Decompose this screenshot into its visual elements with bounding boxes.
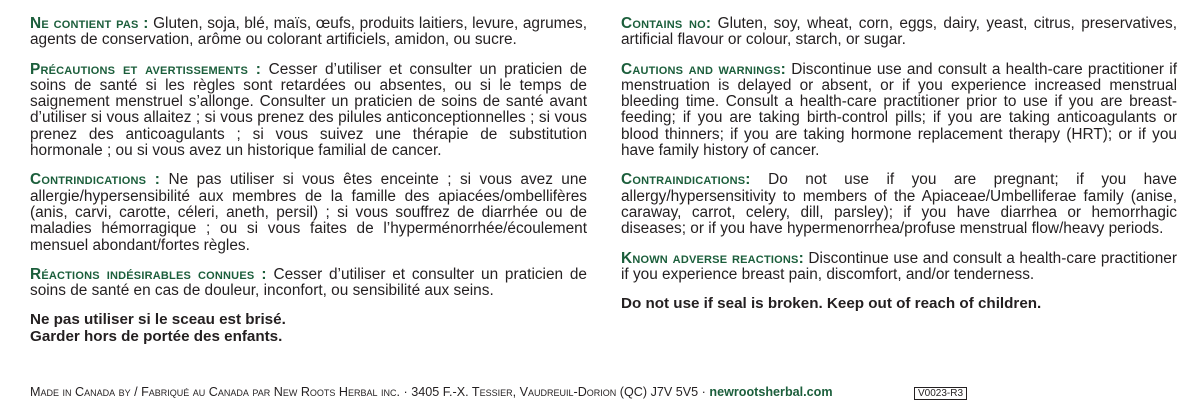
fr-cautions-heading: Précautions et avertissements :: [30, 60, 262, 78]
manufacturer-credit: Made in Canada by / Fabriqué au Canada par New Roots Herbal inc. · 3405 F.-X. Tessier, Vaudreuil-Dorion (QC) J7V 5V5 ·: [30, 385, 710, 399]
en-cautions: [621, 62, 1177, 160]
fr-adverse-heading: Réactions indésirables connues :: [30, 265, 267, 283]
en-adverse-heading: Known adverse reactions:: [621, 249, 804, 267]
en-adverse-reactions: [621, 251, 1177, 284]
en-contraindications: [621, 172, 1177, 237]
fr-contraindications-heading: Contrindications :: [30, 171, 161, 189]
en-contains-no: [621, 16, 1177, 49]
version-code-badge: V0023-R3: [914, 387, 967, 400]
fr-seal-warning: Ne pas utiliser si le sceau est brisé.: [30, 311, 286, 329]
fr-contains-not: [30, 16, 587, 49]
en-cautions-text: Discontinue use and consult a health-care practitioner if menstruation is delayed or absent, or if you experience increased menstrual bleeding time. Consult a health-care practitioner prior to use if you are breast-feeding; if you are taking birth-control pills; if you are taking anticoagulants or blood thinners; if you are taking hormone replacement therapy (HRT); or if you have family history of cancer.: [621, 60, 1177, 160]
fr-adverse-reactions: [30, 267, 587, 300]
french-column: [30, 16, 587, 345]
en-contains-no-heading: Contains no:: [621, 15, 712, 32]
fr-contains-not-text: Gluten, soja, blé, maïs, œufs, produits laitiers, levure, agrumes, agents de conservation, arôme ou colorant artificiels, amidon, ou sucre.: [30, 15, 587, 49]
en-contains-no-text: Gluten, soy, wheat, corn, eggs, dairy, yeast, citrus, preservatives, artificial flavour or colour, starch, or sugar.: [621, 15, 1177, 49]
fr-children-warning: Garder hors de portée des enfants.: [30, 327, 283, 345]
en-warning: Do not use if seal is broken. Keep out of reach of children.: [621, 295, 1042, 313]
fr-cautions-text: Cesser d’utiliser et consulter un praticien de soins de santé si les règles sont retardées ou absentes, ou si le temps de saignement menstruel s’allonge. Consulter un praticien de soins de santé avant d’utiliser si vous allaitez ; si vous prenez des pilules anticonceptionnelles ; si vous prenez des anticoagulants ; si vous suivez une thérapie de substitution hormonale ; ou si vous avez un historique familial de cancer.: [30, 60, 587, 160]
manufacturer-footer: [30, 385, 1180, 399]
english-column: [621, 16, 1177, 313]
en-cautions-heading: Cautions and warnings:: [621, 60, 786, 78]
fr-contains-not-heading: Ne contient pas :: [30, 15, 149, 32]
fr-contraindications: [30, 172, 587, 253]
fr-cautions: [30, 62, 587, 160]
fr-adverse-text: Cesser d’utiliser et consulter un praticien de soins de santé en cas de douleur, inconfort, ou sensibilité aux seins.: [30, 265, 587, 300]
en-contraindications-text: Do not use if you are pregnant; if you have allergy/hypersensitivity to members of the Apiaceae/Umbelliferae family (anise, caraway, carrot, celery, dill, parsley); if you have diarrhea or hemorrhagic diseases; or if you have hypermenorrhea/profuse menstrual flow/heavy periods.: [621, 171, 1177, 238]
fr-contraindications-text: Ne pas utiliser si vous êtes enceinte ; si vous avez une allergie/hypersensibilité aux membres de la famille des apiacées/ombellifères (anis, carvi, carotte, céleri, aneth, persil) ; si vous souffrez de diarrhée ou de maladies hémorragique ; ou si vous faites de l’hyperménorrhée/écoulement mensuel abondant/fortes règles.: [30, 171, 587, 254]
en-adverse-text: Discontinue use and consult a health-care practitioner if you experience breast pain, discomfort, and/or tenderness.: [621, 249, 1177, 283]
website-link[interactable]: newrootsherbal.com: [709, 385, 833, 399]
en-contraindications-heading: Contraindications:: [621, 171, 751, 189]
